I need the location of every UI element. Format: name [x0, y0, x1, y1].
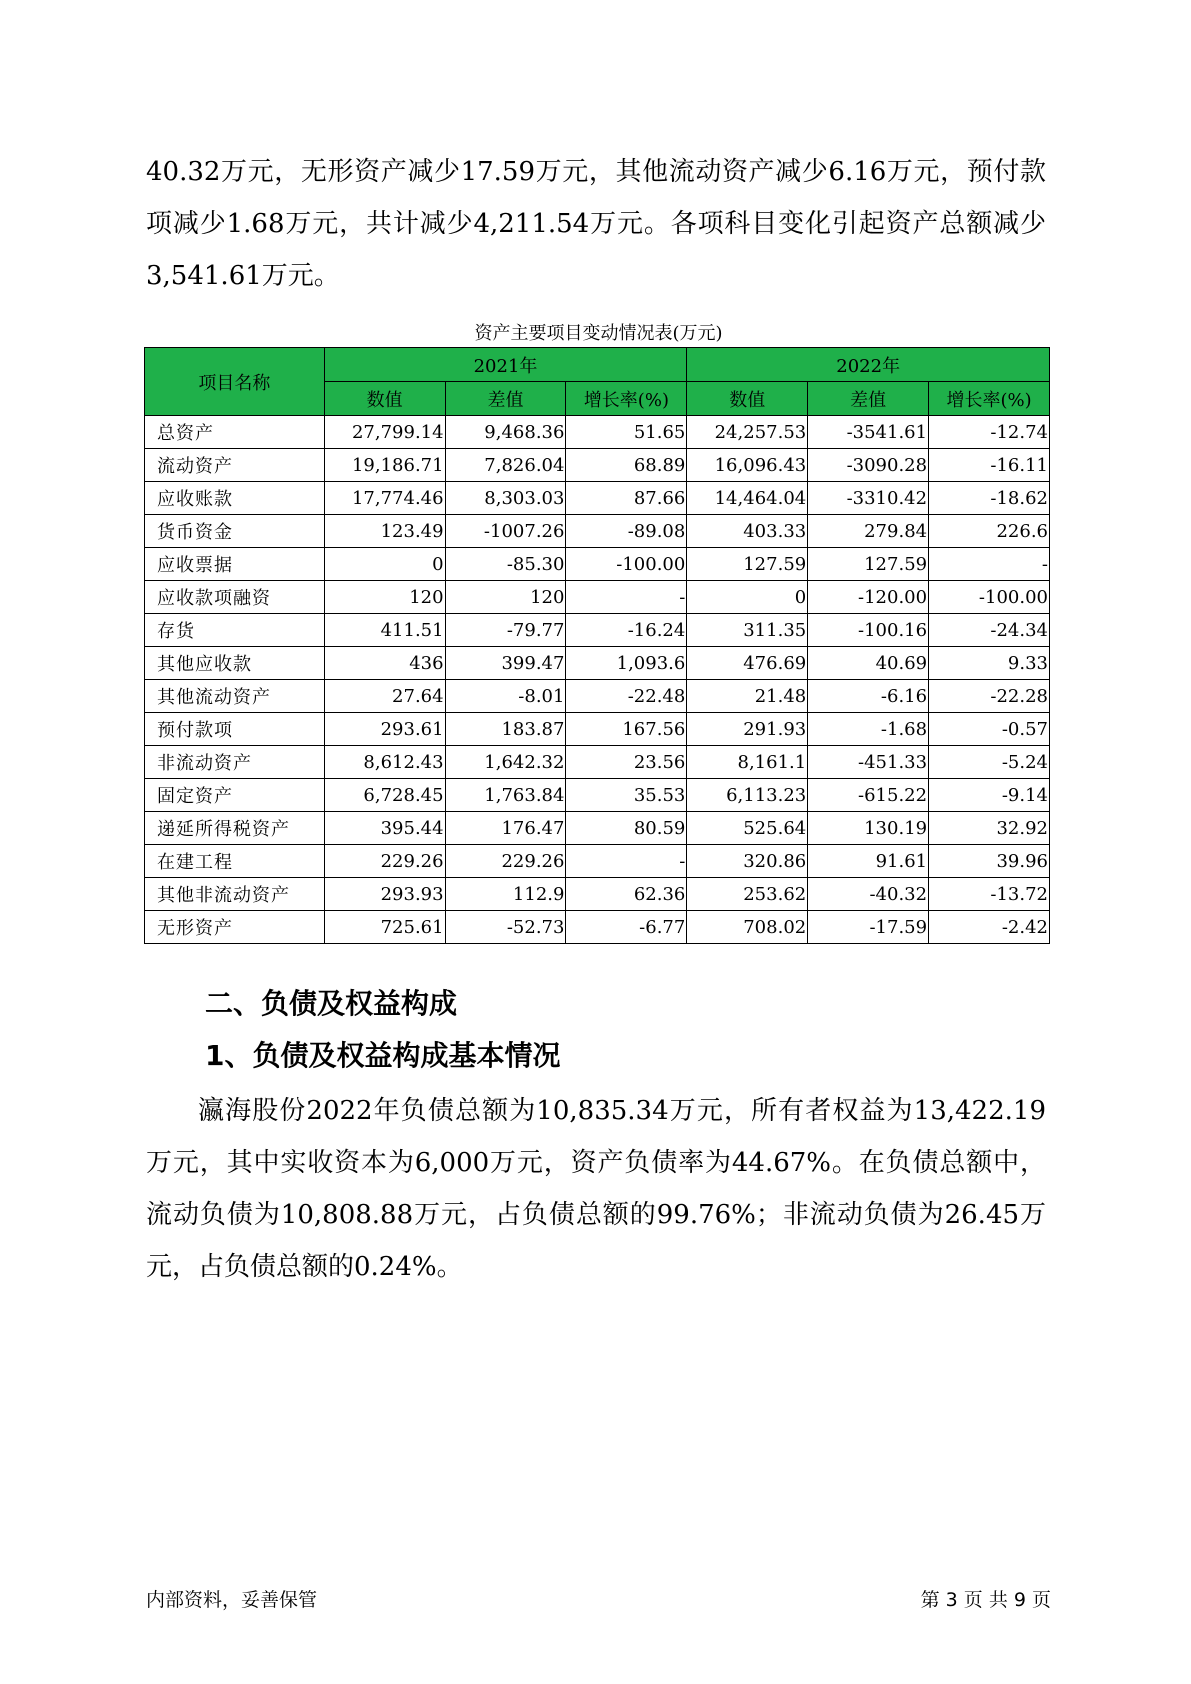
cell-rate-2021: -89.08	[566, 515, 687, 548]
cell-value-2021: 19,186.71	[324, 449, 445, 482]
cell-value-2022: 476.69	[687, 647, 808, 680]
table-row	[145, 812, 1050, 845]
cell-value-2022: 291.93	[687, 713, 808, 746]
header-item-name: 项目名称	[145, 348, 325, 416]
cell-diff-2022: -6.16	[808, 680, 929, 713]
cell-value-2022: 525.64	[687, 812, 808, 845]
cell-rate-2022: -18.62	[929, 482, 1050, 515]
cell-diff-2021: -52.73	[445, 911, 566, 944]
cell-rate-2022: 226.6	[929, 515, 1050, 548]
cell-rate-2022: -24.34	[929, 614, 1050, 647]
row-item-name: 货币资金	[145, 515, 325, 548]
table-row	[145, 449, 1050, 482]
footer-confidential-note: 内部资料，妥善保管	[146, 1589, 318, 1611]
cell-diff-2022: 127.59	[808, 548, 929, 581]
body-paragraph: 瀛海股份2022年负债总额为10,835.34万元，所有者权益为13,422.19万元，其中实收资本为6,000万元，资产负债率为44.67%。在负债总额中，流动负债为10,808.88万元，占负债总额的99.76%；非流动负债为26.45万元，占负债总额的0.24%。	[146, 1096, 1046, 1282]
cell-rate-2022: -100.00	[929, 581, 1050, 614]
cell-value-2021: 725.61	[324, 911, 445, 944]
cell-rate-2021: 35.53	[566, 779, 687, 812]
cell-rate-2021: 167.56	[566, 713, 687, 746]
cell-value-2022: 16,096.43	[687, 449, 808, 482]
cell-diff-2021: 176.47	[445, 812, 566, 845]
row-item-name: 其他应收款	[145, 647, 325, 680]
cell-value-2021: 293.93	[324, 878, 445, 911]
table-row	[145, 581, 1050, 614]
cell-value-2022: 8,161.1	[687, 746, 808, 779]
assets-change-table	[144, 347, 1050, 944]
cell-value-2022: 253.62	[687, 878, 808, 911]
cell-value-2022: 14,464.04	[687, 482, 808, 515]
table-row	[145, 515, 1050, 548]
cell-rate-2021: -	[566, 581, 687, 614]
cell-value-2021: 8,612.43	[324, 746, 445, 779]
table-row	[145, 647, 1050, 680]
row-item-name: 其他非流动资产	[145, 878, 325, 911]
header-value-2021: 数值	[324, 382, 445, 416]
header-diff-2021: 差值	[445, 382, 566, 416]
cell-value-2021: 27,799.14	[324, 416, 445, 449]
table-row	[145, 779, 1050, 812]
header-value-2022: 数值	[687, 382, 808, 416]
table-row	[145, 713, 1050, 746]
row-item-name: 无形资产	[145, 911, 325, 944]
cell-rate-2021: 68.89	[566, 449, 687, 482]
cell-diff-2021: 112.9	[445, 878, 566, 911]
cell-rate-2021: 80.59	[566, 812, 687, 845]
cell-diff-2021: 120	[445, 581, 566, 614]
cell-diff-2022: 40.69	[808, 647, 929, 680]
cell-rate-2022: -13.72	[929, 878, 1050, 911]
cell-rate-2022: 9.33	[929, 647, 1050, 680]
cell-value-2022: 311.35	[687, 614, 808, 647]
cell-diff-2022: -3310.42	[808, 482, 929, 515]
cell-value-2021: 120	[324, 581, 445, 614]
header-rate-2021: 增长率(%)	[566, 382, 687, 416]
cell-diff-2022: -3541.61	[808, 416, 929, 449]
cell-value-2021: 293.61	[324, 713, 445, 746]
table-row	[145, 416, 1050, 449]
row-item-name: 预付款项	[145, 713, 325, 746]
row-item-name: 总资产	[145, 416, 325, 449]
table-body	[145, 416, 1050, 944]
cell-rate-2022: -	[929, 548, 1050, 581]
header-year-2021: 2021年	[324, 348, 687, 382]
cell-diff-2021: 229.26	[445, 845, 566, 878]
row-item-name: 递延所得税资产	[145, 812, 325, 845]
cell-diff-2021: 1,763.84	[445, 779, 566, 812]
cell-rate-2022: 32.92	[929, 812, 1050, 845]
cell-diff-2021: -79.77	[445, 614, 566, 647]
cell-value-2022: 21.48	[687, 680, 808, 713]
cell-diff-2022: -100.16	[808, 614, 929, 647]
cell-rate-2022: -22.28	[929, 680, 1050, 713]
cell-rate-2022: -9.14	[929, 779, 1050, 812]
cell-value-2021: 0	[324, 548, 445, 581]
header-diff-2022: 差值	[808, 382, 929, 416]
cell-diff-2021: 183.87	[445, 713, 566, 746]
cell-diff-2022: 91.61	[808, 845, 929, 878]
table-title: 资产主要项目变动情况表(万元)	[474, 323, 723, 344]
cell-diff-2022: -17.59	[808, 911, 929, 944]
cell-diff-2022: -40.32	[808, 878, 929, 911]
cell-value-2022: 0	[687, 581, 808, 614]
cell-rate-2021: -22.48	[566, 680, 687, 713]
table-header-row-1	[145, 348, 1050, 382]
cell-diff-2021: -8.01	[445, 680, 566, 713]
cell-diff-2021: 8,303.03	[445, 482, 566, 515]
cell-value-2021: 395.44	[324, 812, 445, 845]
cell-diff-2021: 7,826.04	[445, 449, 566, 482]
cell-value-2022: 24,257.53	[687, 416, 808, 449]
footer-page-number: 第 3 页 共 9 页	[920, 1589, 1051, 1611]
cell-diff-2021: 1,642.32	[445, 746, 566, 779]
cell-rate-2022: -5.24	[929, 746, 1050, 779]
row-item-name: 应收款项融资	[145, 581, 325, 614]
intro-paragraph: 40.32万元，无形资产减少17.59万元，其他流动资产减少6.16万元，预付款项减少1.68万元，共计减少4,211.54万元。各项科目变化引起资产总额减少3,541.61万元。	[146, 157, 1046, 291]
cell-rate-2022: -12.74	[929, 416, 1050, 449]
cell-value-2021: 436	[324, 647, 445, 680]
cell-diff-2022: -451.33	[808, 746, 929, 779]
table-row	[145, 548, 1050, 581]
cell-value-2021: 17,774.46	[324, 482, 445, 515]
cell-value-2021: 6,728.45	[324, 779, 445, 812]
cell-diff-2021: -85.30	[445, 548, 566, 581]
cell-rate-2021: 87.66	[566, 482, 687, 515]
row-item-name: 其他流动资产	[145, 680, 325, 713]
row-item-name: 非流动资产	[145, 746, 325, 779]
row-item-name: 存货	[145, 614, 325, 647]
cell-diff-2022: 130.19	[808, 812, 929, 845]
table-row	[145, 680, 1050, 713]
cell-rate-2022: -2.42	[929, 911, 1050, 944]
cell-rate-2021: 23.56	[566, 746, 687, 779]
cell-value-2022: 708.02	[687, 911, 808, 944]
cell-rate-2022: -16.11	[929, 449, 1050, 482]
cell-rate-2022: -0.57	[929, 713, 1050, 746]
cell-rate-2021: 62.36	[566, 878, 687, 911]
cell-value-2021: 229.26	[324, 845, 445, 878]
cell-rate-2021: -6.77	[566, 911, 687, 944]
cell-diff-2022: -1.68	[808, 713, 929, 746]
row-item-name: 在建工程	[145, 845, 325, 878]
cell-rate-2021: -16.24	[566, 614, 687, 647]
section-heading: 二、负债及权益构成	[205, 987, 458, 1020]
cell-diff-2022: -120.00	[808, 581, 929, 614]
row-item-name: 应收账款	[145, 482, 325, 515]
table-row	[145, 878, 1050, 911]
cell-value-2021: 411.51	[324, 614, 445, 647]
cell-value-2022: 403.33	[687, 515, 808, 548]
cell-diff-2022: 279.84	[808, 515, 929, 548]
cell-rate-2022: 39.96	[929, 845, 1050, 878]
cell-value-2022: 320.86	[687, 845, 808, 878]
cell-value-2022: 127.59	[687, 548, 808, 581]
cell-rate-2021: 51.65	[566, 416, 687, 449]
cell-rate-2021: -	[566, 845, 687, 878]
cell-diff-2022: -3090.28	[808, 449, 929, 482]
row-item-name: 固定资产	[145, 779, 325, 812]
subsection-heading: 1、负债及权益构成基本情况	[205, 1039, 561, 1072]
table-row	[145, 845, 1050, 878]
cell-diff-2021: 9,468.36	[445, 416, 566, 449]
table-row	[145, 482, 1050, 515]
cell-diff-2021: 399.47	[445, 647, 566, 680]
table-row	[145, 746, 1050, 779]
header-year-2022: 2022年	[687, 348, 1050, 382]
cell-rate-2021: 1,093.6	[566, 647, 687, 680]
cell-diff-2022: -615.22	[808, 779, 929, 812]
row-item-name: 流动资产	[145, 449, 325, 482]
cell-value-2022: 6,113.23	[687, 779, 808, 812]
cell-rate-2021: -100.00	[566, 548, 687, 581]
row-item-name: 应收票据	[145, 548, 325, 581]
table-row	[145, 911, 1050, 944]
cell-value-2021: 123.49	[324, 515, 445, 548]
table-row	[145, 614, 1050, 647]
cell-diff-2021: -1007.26	[445, 515, 566, 548]
header-rate-2022: 增长率(%)	[929, 382, 1050, 416]
cell-value-2021: 27.64	[324, 680, 445, 713]
